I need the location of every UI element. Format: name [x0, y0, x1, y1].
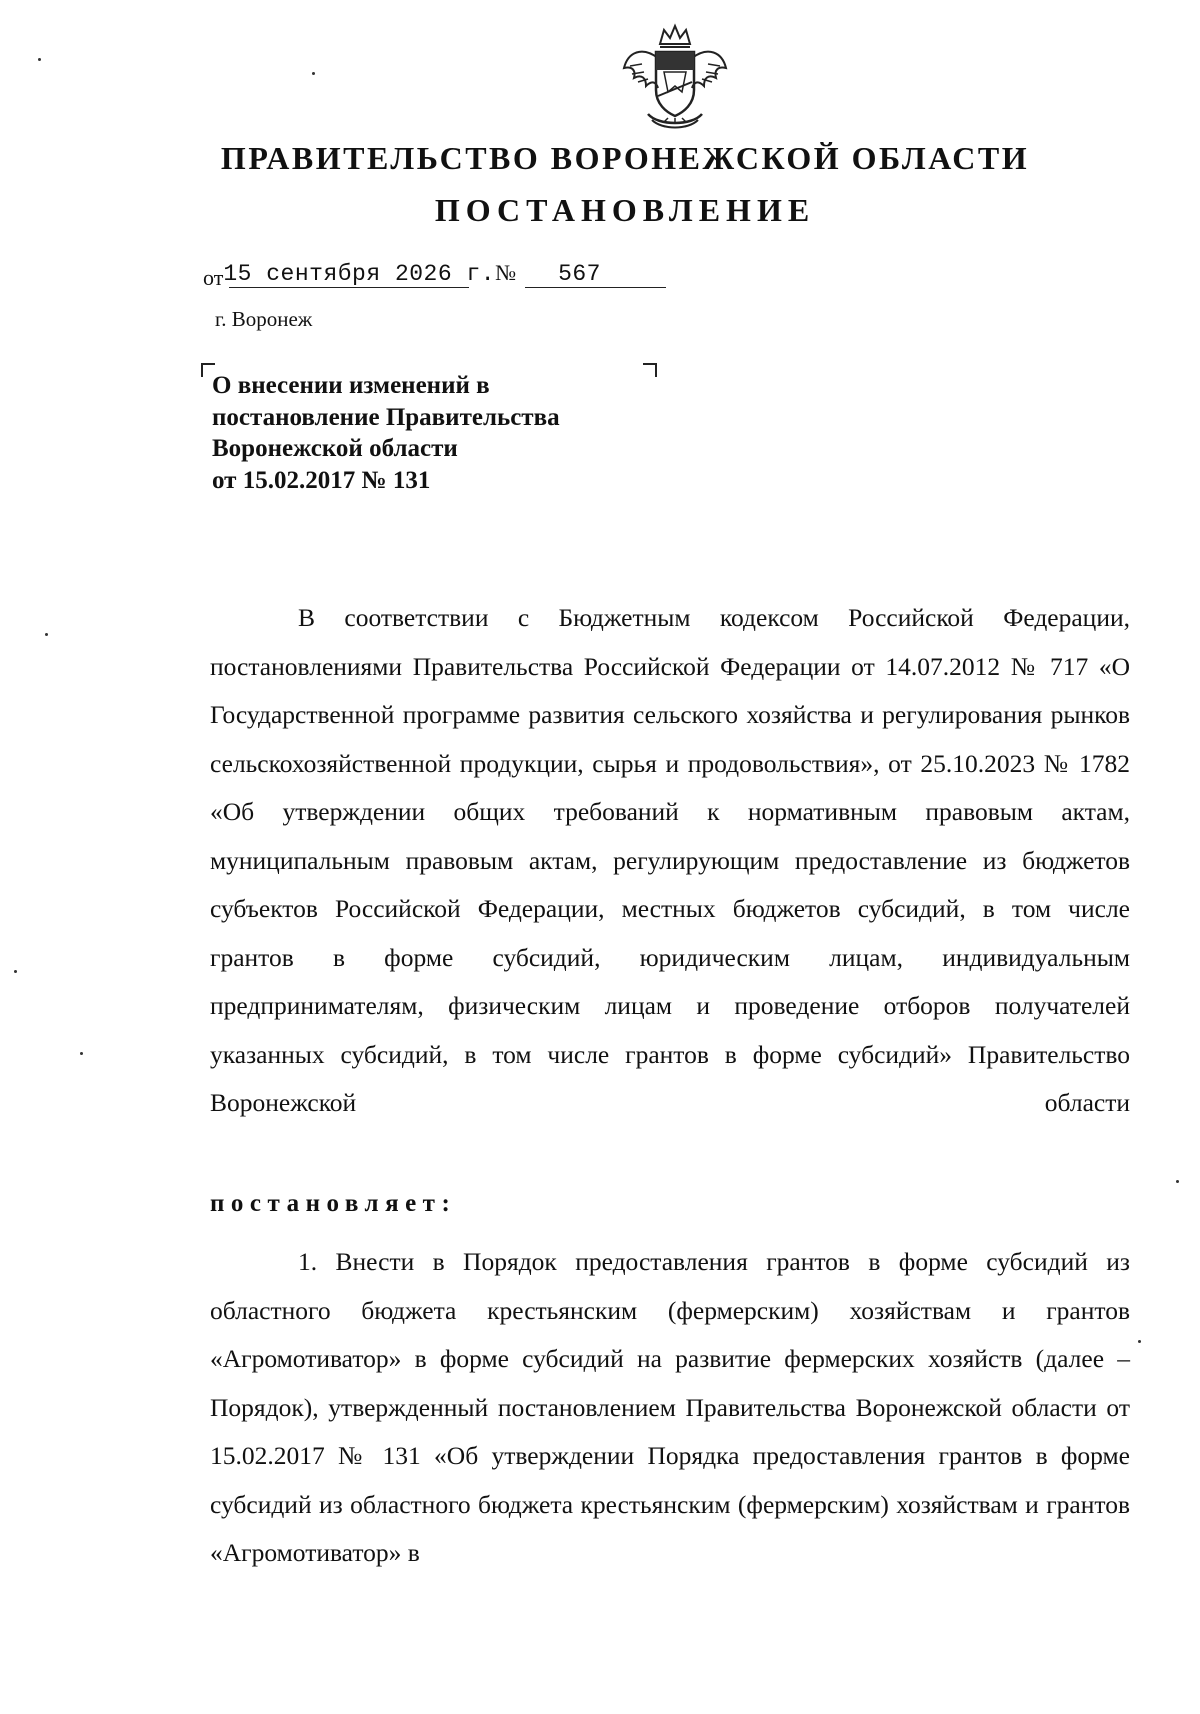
subject-line: постановление Правительства [212, 403, 560, 431]
document-subject [212, 370, 560, 496]
subject-line: О внесении изменений в [212, 372, 490, 399]
government-title: ПРАВИТЕЛЬСТВО ВОРОНЕЖСКОЙ ОБЛАСТИ [220, 140, 1030, 176]
scan-speck [312, 72, 315, 75]
scan-speck [80, 1052, 83, 1055]
coat-of-arms-icon [620, 22, 730, 134]
subject-line: Воронежской области [212, 435, 458, 462]
date-number-line [203, 260, 601, 291]
date-prefix: от [203, 265, 224, 290]
subject-corner-right [643, 363, 657, 377]
scan-speck [1176, 1180, 1179, 1183]
document-type-title: ПОСТАНОВЛЕНИЕ [434, 192, 816, 228]
item-1-paragraph: 1. Внести в Порядок предоставления грантов в форме субсидий из областного бюджета крестьянским (фермерским) хозяйствам и грантов «Агромотиватор» в форме субсидий на развитие фермерских хозяйств (далее – Порядок), утвержденный постановлением Правительства Воронежской области от 15.02.2017 № 131 «Об утверждении Порядка предоставления грантов в форме субсидий из областного бюджета крестьянским (фермерским) хозяйствам и грантов «Агромотиватор» в [210, 1247, 1130, 1567]
decree-word: постановляет: [210, 1190, 457, 1217]
scan-speck [1138, 1340, 1141, 1343]
document-number: 567 [558, 261, 601, 287]
city-name: г. Воронеж [215, 307, 313, 331]
document-date: 15 сентября 2026 г. [223, 261, 496, 287]
scan-speck [38, 58, 41, 61]
number-underline [525, 287, 666, 288]
scan-speck [14, 970, 17, 973]
number-sign: № [495, 260, 517, 285]
preamble-paragraph: В соответствии с Бюджетным кодексом Российской Федерации, постановлениями Правительства Российской Федерации от 14.07.2012 № 717 «О Государственной программе развития сельского хозяйства и регулирования рынков сельскохозяйственной продукции, сырья и продовольствия», от 25.10.2023 № 1782 «Об утверждении общих требований к нормативным правовым актам, муниципальным правовым актам, регулирующим предоставление из бюджетов субъектов Российской Федерации, местных бюджетов субсидий, в том числе грантов в форме субсидий, юридическим лицам, индивидуальным предпринимателям, физическим лицам и проведение отборов получателей указанных субсидий, в том числе грантов в форме субсидий» Правительство Воронежской области [210, 603, 1130, 1117]
date-underline [229, 287, 469, 288]
subject-line: от 15.02.2017 № 131 [212, 466, 431, 494]
scan-speck [45, 633, 48, 636]
